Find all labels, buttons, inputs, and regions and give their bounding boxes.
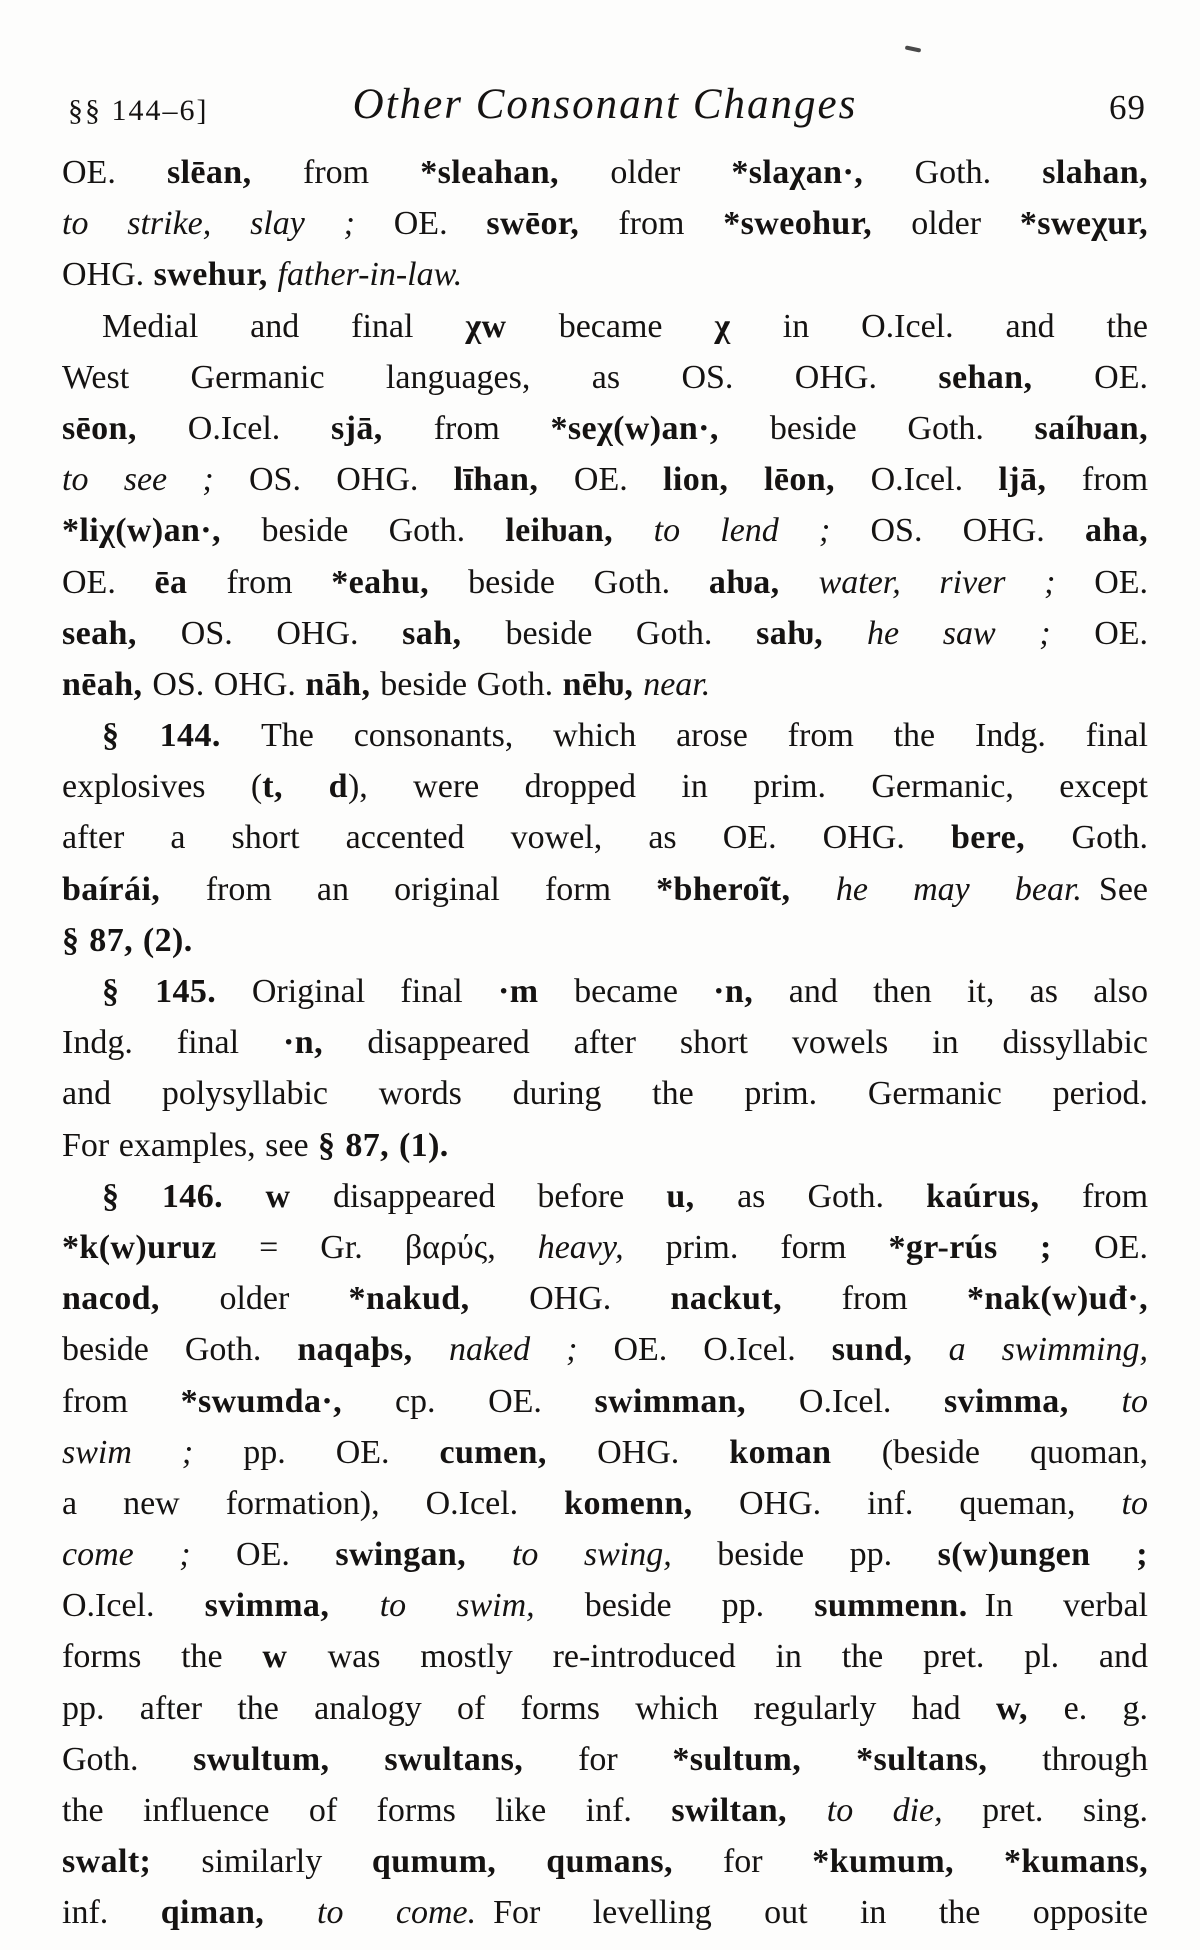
text-line — [62, 1222, 1148, 1273]
text-segment: became — [574, 973, 714, 1010]
text-segment: O.Icel. — [187, 409, 331, 447]
text-segment: sah, — [402, 614, 506, 652]
text-segment: Goth. — [914, 154, 1043, 191]
text-segment: from — [226, 563, 332, 601]
text-segment: *nak(w)uđ·, — [966, 1280, 1149, 1318]
text-segment: *sultum, *sultans, — [672, 1740, 1043, 1778]
text-line — [62, 557, 1148, 608]
text-segment: qumum, qumans, — [371, 1843, 723, 1881]
text-segment: § 145. — [102, 973, 252, 1010]
text-segment: § 144. — [102, 717, 261, 755]
text-line — [62, 147, 1148, 198]
text-segment: w — [262, 1638, 328, 1676]
text-segment: saíƕan, — [1034, 409, 1149, 447]
text-segment: qiman, — [160, 1894, 317, 1932]
text-line — [62, 864, 1148, 915]
text-segment: § 87, (2). — [62, 921, 193, 959]
text-line — [62, 1068, 1148, 1119]
text-segment: Goth. — [1071, 819, 1149, 857]
text-segment: beside Goth. — [468, 563, 709, 601]
text-segment: cumen, — [439, 1433, 598, 1471]
text-segment: O.Icel. — [798, 1382, 944, 1420]
text-line — [62, 1376, 1148, 1427]
text-line — [62, 1478, 1148, 1529]
page-number: 69 — [1109, 88, 1146, 127]
text-line — [62, 1427, 1148, 1478]
text-segment: ), were dropped in prim. Germanic, except — [347, 768, 1148, 806]
text-segment: *sweohur, — [723, 205, 912, 243]
text-line — [62, 761, 1148, 812]
text-segment: ljā, — [998, 461, 1082, 499]
text-segment: from — [62, 1382, 181, 1420]
text-segment: sehan, — [938, 358, 1095, 396]
text-segment: ēa — [154, 563, 227, 601]
text-segment: ·n, — [283, 1024, 368, 1062]
text-segment: *nakud, — [348, 1280, 530, 1318]
text-segment: to — [1121, 1382, 1148, 1420]
text-segment: OE. O.Icel. — [613, 1331, 832, 1369]
text-segment: from — [1081, 461, 1149, 499]
text-segment: nackut, — [670, 1280, 842, 1318]
text-segment: was mostly re-introduced in the pret. pl. and — [327, 1638, 1148, 1676]
text-segment: from — [1081, 1177, 1149, 1215]
text-segment: Indg. final — [62, 1024, 284, 1062]
running-header — [62, 80, 1148, 136]
text-line — [62, 812, 1148, 863]
text-segment: near. — [643, 665, 711, 703]
text-segment: to come. — [317, 1894, 477, 1932]
text-segment: after a short accented vowel, as OE. OHG. — [62, 819, 951, 857]
text-line — [62, 1580, 1148, 1631]
text-segment: OE. — [236, 1536, 336, 1574]
text-segment: for — [722, 1843, 813, 1881]
text-segment: to lend ; — [653, 512, 871, 550]
text-segment: beside Goth. — [505, 614, 757, 652]
text-segment: to swing, — [511, 1536, 718, 1574]
text-segment: Medial and final — [102, 307, 466, 345]
text-segment: as Goth. — [737, 1177, 927, 1215]
text-segment: prim. form — [665, 1228, 889, 1266]
text-segment: w, — [995, 1689, 1064, 1727]
text-line — [62, 710, 1148, 761]
page-title: Other Consonant Changes — [352, 81, 858, 128]
text-segment: O.Icel. — [870, 461, 999, 499]
text-segment: swehur, — [153, 256, 278, 294]
text-segment: See — [1081, 870, 1149, 908]
text-segment: swiltan, — [671, 1792, 827, 1829]
text-segment: a swimming, — [948, 1331, 1149, 1369]
text-segment: leiƕan, — [505, 512, 654, 550]
text-line — [62, 1529, 1148, 1580]
text-segment: father-in-law. — [277, 256, 463, 294]
text-segment: pp. after the analogy of forms which regularly had — [62, 1689, 996, 1727]
text-segment: beside pp. — [717, 1536, 938, 1574]
text-segment: OE. — [62, 154, 167, 191]
text-segment: naked ; — [448, 1331, 614, 1369]
text-segment: = Gr. βαρύς, — [259, 1228, 538, 1266]
text-segment: u, — [666, 1177, 738, 1215]
text-segment: sēon, — [62, 409, 188, 447]
text-line — [62, 454, 1148, 505]
text-segment: bere, — [950, 819, 1072, 857]
text-segment: līhan, — [453, 461, 574, 499]
text-segment: OS. OHG. — [152, 665, 306, 703]
text-line — [62, 1017, 1148, 1068]
text-segment: the influence of forms like inf. — [62, 1792, 672, 1829]
text-segment: nēƕ, — [562, 665, 644, 703]
text-segment: older — [219, 1280, 349, 1318]
text-segment: O.Icel. — [62, 1587, 205, 1625]
text-segment: to swim, — [379, 1587, 585, 1625]
text-segment: nēah, — [62, 665, 153, 703]
text-line — [62, 1171, 1148, 1222]
text-segment: older — [911, 205, 1020, 243]
text-segment: from an original form — [205, 870, 657, 908]
text-line — [62, 608, 1148, 659]
text-segment: beside Goth. — [261, 512, 506, 550]
text-line — [62, 915, 1148, 966]
text-block — [62, 147, 1148, 1939]
text-segment: In verbal — [967, 1587, 1148, 1625]
text-segment: t, d — [262, 768, 348, 806]
text-segment: OHG. — [529, 1280, 671, 1318]
text-segment: similarly — [201, 1843, 372, 1881]
text-segment: Goth. — [62, 1740, 194, 1778]
text-segment: to — [1121, 1484, 1148, 1522]
text-segment: pret. sing. — [982, 1792, 1149, 1829]
text-segment: OHG. — [62, 256, 154, 294]
text-segment: For levelling out in the opposite — [476, 1894, 1148, 1932]
text-segment: The consonants, which arose from the Indg. final — [261, 717, 1148, 755]
text-segment: OHG. inf. queman, — [738, 1484, 1122, 1522]
text-line — [62, 505, 1148, 556]
text-segment: OE. — [1094, 358, 1148, 396]
text-segment: OE. — [1094, 614, 1149, 652]
text-segment: older — [610, 154, 732, 191]
text-segment: § 146. w — [102, 1177, 333, 1215]
text-line — [62, 352, 1148, 403]
text-line — [62, 1887, 1148, 1938]
text-line — [62, 659, 1148, 710]
text-segment: and then it, as also — [788, 973, 1148, 1010]
text-line — [62, 1324, 1148, 1375]
text-line — [62, 1631, 1148, 1682]
text-segment: swultum, swultans, — [193, 1740, 579, 1778]
text-line — [62, 1785, 1148, 1836]
text-segment: χ — [714, 307, 783, 345]
text-segment: OE. — [62, 563, 155, 601]
text-segment: through — [1042, 1740, 1149, 1778]
text-segment: *sweχur, — [1019, 205, 1149, 243]
text-segment: s(w)ungen ; — [937, 1536, 1149, 1574]
text-segment: for — [578, 1740, 673, 1778]
text-segment: pp. OE. — [243, 1433, 440, 1471]
text-segment: *slaχan·, — [731, 154, 915, 191]
text-segment: beside Goth. — [380, 665, 563, 703]
text-segment: cp. OE. — [394, 1382, 595, 1420]
text-segment: summenn. — [814, 1587, 968, 1625]
text-segment: *gr-rús ; — [888, 1228, 1095, 1266]
text-segment: OS. OHG. — [180, 614, 403, 652]
text-segment: saƕ, — [756, 614, 867, 652]
text-segment: komenn, — [564, 1484, 739, 1522]
text-segment: ·m — [497, 973, 575, 1010]
text-segment: For examples, see — [62, 1126, 319, 1164]
text-segment: to see ; — [62, 461, 249, 499]
text-segment: West Germanic languages, as OS. OHG. — [62, 358, 939, 396]
text-segment: OE. — [573, 461, 664, 499]
text-segment: Original final — [251, 973, 498, 1010]
scan-artifact — [905, 45, 921, 52]
text-line — [62, 966, 1148, 1017]
text-line — [62, 249, 1148, 300]
text-line — [62, 1683, 1148, 1734]
text-segment: explosives ( — [62, 768, 263, 806]
text-segment: he may bear. — [835, 870, 1082, 908]
text-segment: OS. OHG. — [248, 461, 454, 499]
text-segment: became — [558, 307, 715, 345]
text-segment: water, river ; — [818, 563, 1095, 601]
text-line — [62, 1120, 1148, 1171]
text-segment: swimman, — [594, 1382, 799, 1420]
text-segment: baírái, — [62, 870, 206, 908]
text-segment: from — [303, 154, 421, 191]
text-segment: *kumum, *kumans, — [812, 1843, 1148, 1881]
text-segment: *liχ(w)an·, — [62, 512, 262, 550]
text-segment: from — [618, 205, 724, 243]
text-segment: in O.Icel. and the — [782, 307, 1149, 345]
text-segment: from — [433, 409, 551, 447]
text-segment: nāh, — [305, 665, 381, 703]
text-segment: e. g. — [1063, 1689, 1148, 1727]
text-segment: sjā, — [330, 409, 434, 447]
text-segment: beside Goth. — [769, 409, 1035, 447]
text-segment: *bheroĩt, — [656, 870, 836, 908]
text-segment: aƕa, — [708, 563, 819, 601]
text-segment: § 87, (1). — [318, 1126, 449, 1164]
text-segment: a new formation), O.Icel. — [62, 1484, 565, 1522]
text-segment: svimma, — [204, 1587, 380, 1625]
text-segment: χw — [465, 307, 559, 345]
text-segment: swalt; — [62, 1843, 202, 1881]
text-segment: from — [841, 1280, 967, 1318]
text-segment: *k(w)uruz — [62, 1228, 260, 1266]
text-segment: to die, — [826, 1792, 983, 1829]
text-segment: OHG. — [597, 1433, 730, 1471]
text-segment: OS. OHG. — [870, 512, 1085, 550]
text-segment: swingan, — [335, 1536, 512, 1574]
text-segment: to strike, slay ; — [62, 205, 394, 243]
text-segment: OE. — [1094, 1228, 1148, 1266]
text-segment: slahan, — [1042, 154, 1149, 191]
text-segment: forms the — [62, 1638, 263, 1676]
text-segment: disappeared before — [332, 1177, 667, 1215]
text-segment: sund, — [831, 1331, 949, 1369]
text-segment: aha, — [1084, 512, 1148, 550]
text-segment: slēan, — [166, 154, 304, 191]
text-segment: swim ; — [62, 1433, 244, 1471]
text-segment: heavy, — [537, 1228, 666, 1266]
text-segment: *sleahan, — [420, 154, 611, 191]
text-segment: svimma, — [943, 1382, 1122, 1420]
text-segment: *eahu, — [331, 563, 469, 601]
text-line — [62, 1273, 1148, 1324]
text-segment: naqaþs, — [297, 1331, 449, 1369]
text-segment: seah, — [62, 614, 181, 652]
section-range-marker: §§ 144–6] — [68, 94, 209, 127]
text-segment: ·n, — [713, 973, 789, 1010]
text-segment: beside pp. — [584, 1587, 815, 1625]
text-segment: *seχ(w)an·, — [550, 409, 770, 447]
text-segment: OE. — [1094, 563, 1149, 601]
text-segment: beside Goth. — [62, 1331, 298, 1369]
text-segment: *swumda·, — [180, 1382, 395, 1420]
text-segment: and polysyllabic words during the prim. Germanic period. — [62, 1075, 1148, 1113]
text-line — [62, 403, 1148, 454]
text-segment: inf. — [62, 1894, 161, 1932]
text-line — [62, 1734, 1148, 1785]
text-segment: kaúrus, — [926, 1177, 1082, 1215]
text-segment: OE. — [393, 205, 487, 243]
text-line — [62, 301, 1148, 352]
text-line — [62, 198, 1148, 249]
text-segment: lion, lēon, — [663, 461, 871, 499]
text-segment: (beside quoman, — [881, 1433, 1148, 1471]
text-segment: disappeared after short vowels in dissyllabic — [367, 1024, 1148, 1062]
text-segment: he saw ; — [867, 614, 1095, 652]
text-segment: nacod, — [62, 1280, 220, 1318]
text-line — [62, 1836, 1148, 1887]
text-segment: koman — [729, 1433, 882, 1471]
text-segment: come ; — [62, 1536, 237, 1574]
text-segment: swēor, — [486, 205, 619, 243]
